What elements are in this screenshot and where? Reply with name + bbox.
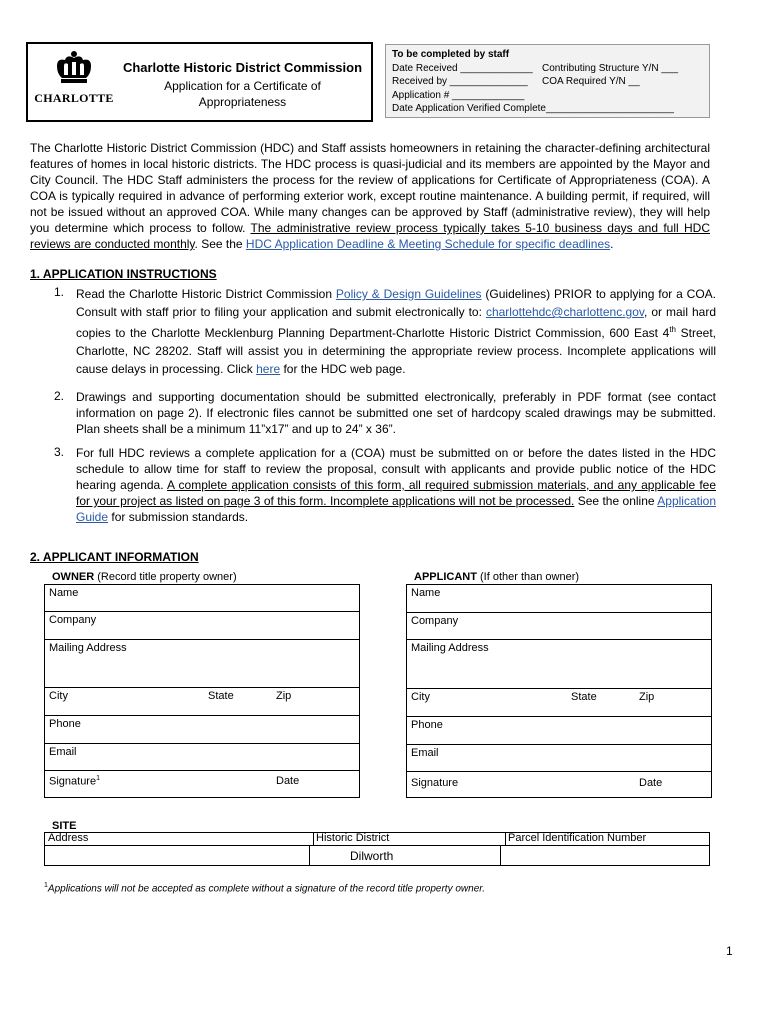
applicant-name-label: Name [411,587,441,599]
charlotte-logo [34,50,114,112]
deadline-schedule-link[interactable]: HDC Application Deadline & Meeting Schedule for specific deadlines [245,237,611,251]
applicant-zip-label: Zip [639,691,655,703]
date-verified-field[interactable]: Date Application Verified Complete_______________________ [392,103,674,114]
item-1-text-c: , or mail hard copies to the Charlotte Mecklenburg Planning Department-Charlotte Historic District Commission, 600 East 4 [76,305,716,340]
intro-review-timing: The administrative review process typically takes 5-10 business days and full HDC reviews are conducted monthly [30,221,710,251]
crown-icon [53,50,95,86]
owner-mailing-row[interactable] [45,640,359,688]
intro-see-the: . See the [194,237,246,251]
form-subtitle [120,78,365,110]
owner-zip-label: Zip [276,690,292,702]
owner-heading-rest: (Record title property owner) [94,571,237,583]
coa-required-field[interactable]: COA Required Y/N __ [542,76,640,87]
site-district-header: Historic District [316,832,390,844]
applicant-heading-bold: APPLICANT [414,571,477,583]
received-by-field[interactable]: Received by ______________ [392,76,528,87]
applicant-state-label: State [571,691,597,703]
instruction-item-1 [76,285,716,378]
logo-wordmark: CHARLOTTE [34,91,114,105]
item-3-text-b: See the online [574,494,658,508]
signature-superscript: 1 [96,775,100,782]
intro-end: . [610,237,614,251]
hdc-email-link[interactable]: charlottehdc@charlottenc.gov [485,305,644,319]
applicant-name-row[interactable] [407,585,711,613]
hdc-web-page-link[interactable]: here [256,362,281,376]
applicant-company-row[interactable] [407,613,711,640]
owner-company-label: Company [49,614,97,626]
owner-email-label: Email [49,746,77,758]
site-district-input[interactable]: Dilworth [309,845,501,866]
applicant-mailing-row[interactable] [407,640,711,689]
contributing-structure-field[interactable]: Contributing Structure Y/N ___ [542,62,679,74]
application-guide-link[interactable]: Application Guide [76,494,716,524]
site-address-header: Address [48,832,89,844]
applicant-heading [414,571,579,583]
owner-heading-bold: OWNER [52,571,95,583]
item-3-text-a: For full HDC reviews a complete application for a (COA) must be submitted on or before the dates listed in the HDC schedule to allow time for staff to review the proposal, consult with applicants and provide public notice of the HDC hearing agenda. [76,446,716,492]
subtitle-line-2: Appropriateness [198,95,287,109]
item-1-superscript: th [669,325,676,334]
design-guidelines-link[interactable]: Policy & Design Guidelines [335,287,482,301]
footnote-text: Applications will not be accepted as complete without a signature of the record title property owner. [47,883,485,895]
applicant-email-row[interactable] [407,745,711,772]
owner-signature-row[interactable] [45,771,359,799]
applicant-city-row[interactable] [407,689,711,717]
instruction-item-2: Drawings and supporting documentation should be submitted electronically, preferably in PDF format (see contact information on page 2). If electronic files cannot be submitted one set of hardcopy scaled drawings may be submitted. Plan sheets shall be a minimum 11”x17” and up to 24” x 36”. [76,390,716,436]
item-2-number: 2. [54,389,65,403]
intro-paragraph [30,140,710,252]
owner-heading [52,571,237,583]
staff-use-box [385,44,710,118]
site-parcel-input[interactable] [501,845,709,866]
applicant-signature-label: Signature [411,777,459,789]
owner-signature-label: Signature [49,775,97,788]
owner-state-label: State [208,690,234,702]
item-1-text-a: Read the Charlotte Historic District Commission [76,287,336,301]
applicant-heading-rest: (If other than owner) [476,571,580,583]
applicant-phone-label: Phone [411,719,443,731]
applicant-table [406,584,712,798]
applicant-company-label: Company [411,615,459,627]
item-1-text-d: Street, Charlotte, NC 28202. Staff will assist you in determining the appropriate review process. Incomplete applications will cause delays in processing. Click [76,326,716,376]
staff-box-title: To be completed by staff [392,49,510,60]
owner-city-row[interactable] [45,688,359,716]
section-2-heading: 2. APPLICANT INFORMATION [30,550,199,564]
site-table [44,832,710,866]
footnote-superscript: 1 [44,882,48,889]
applicant-city-label: City [411,691,430,703]
instruction-item-3 [76,445,716,525]
owner-phone-label: Phone [49,718,81,730]
applicant-mailing-label: Mailing Address [411,642,489,654]
subtitle-line-1: Application for a Certificate of [164,79,321,93]
item-1-number: 1. [54,285,65,299]
item-3-text-c: for submission standards. [108,510,249,524]
section-1-heading: 1. APPLICATION INSTRUCTIONS [30,267,217,281]
owner-name-label: Name [49,587,79,599]
applicant-email-label: Email [411,747,439,759]
applicant-signature-row[interactable] [407,772,711,799]
owner-name-row[interactable] [45,585,359,612]
item-3-number: 3. [54,445,65,459]
staff-row-2 [392,75,703,89]
site-heading: SITE [52,820,77,832]
site-address-input[interactable] [45,845,313,866]
date-received-field[interactable]: Date Received _____________ [392,62,533,74]
site-parcel-header: Parcel Identification Number [508,832,647,844]
owner-mailing-label: Mailing Address [49,642,127,654]
owner-email-row[interactable] [45,744,359,771]
item-3-complete-application: A complete application consists of this form, all required submission materials, and any applicable fee for your project as listed on page 3 of this form. Incomplete applications will not be processed. [76,478,717,508]
form-title: Charlotte Historic District Commission [122,60,363,75]
applicant-phone-row[interactable] [407,717,711,745]
page-number: 1 [726,944,733,958]
staff-row-1 [392,62,703,76]
item-1-text-b: (Guidelines) PRIOR to applying for a COA. Consult with staff prior to filing your application and submit electronically to: [76,287,716,319]
owner-city-label: City [49,690,68,702]
signature-footnote [44,882,485,894]
application-number-field[interactable]: Application # _____________ [392,89,525,101]
owner-table [44,584,360,798]
applicant-date-label: Date [639,777,663,789]
item-1-text-e: for the HDC web page. [280,362,406,376]
owner-phone-row[interactable] [45,716,359,744]
intro-text: The Charlotte Historic District Commission (HDC) and Staff assists homeowners in retaining the character-defining architectural features of homes in local historic districts. The HDC process is quasi-judicial and its members are appointed by the Mayor and City Council. The HDC Staff administers the process for the review of applications for Certificate of Appropriateness (COA). A COA is typically required in advance of performing exterior work, except routine maintenance. A building permit, if required, will not be issued without an approved COA. While many changes can be approved by Staff (administrative review), they will help you determine which process to follow. [30,141,710,235]
owner-company-row[interactable] [45,612,359,640]
owner-date-label: Date [276,775,300,787]
